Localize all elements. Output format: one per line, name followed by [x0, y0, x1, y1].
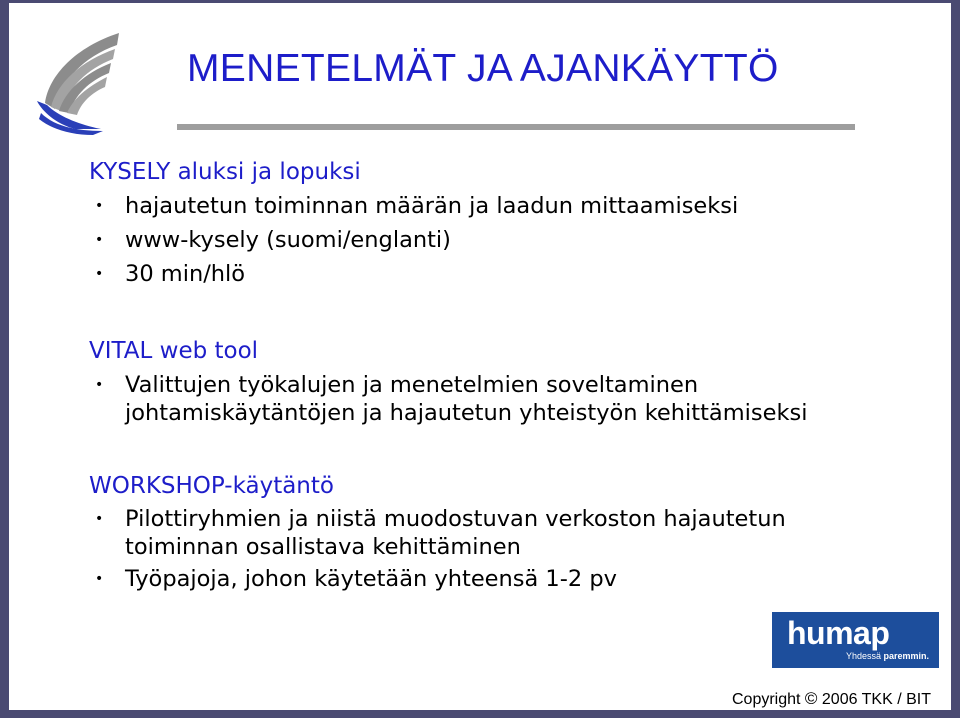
humap-logo	[772, 612, 939, 668]
bullet-list	[89, 192, 738, 288]
section-vital	[89, 338, 807, 427]
copyright-text: 2006 TKK / BIT	[821, 691, 931, 708]
bullet-text-line: toiminnan osallistava kehittäminen	[125, 534, 521, 560]
list-item	[89, 505, 786, 561]
section-heading: VITAL web tool	[89, 338, 259, 364]
humap-wordmark: humap	[787, 615, 890, 651]
section-heading: WORKSHOP-käytäntö	[89, 473, 334, 499]
list-item	[89, 260, 738, 288]
copyright-label: Copyright	[731, 691, 801, 708]
title-underline	[177, 124, 855, 130]
humap-slogan-bold: paremmin.	[883, 651, 929, 661]
bullet-icon: •	[95, 266, 104, 282]
humap-slogan-lead: Yhdessä	[845, 651, 881, 661]
bullet-icon: •	[95, 571, 104, 587]
bullet-text-line: johtamiskäytäntöjen ja hajautetun yhteistyön kehittämiseksi	[125, 400, 808, 426]
humap-slogan	[846, 651, 929, 661]
list-item	[89, 371, 807, 427]
bullet-text-line: Pilottiryhmien ja niistä muodostuvan verkoston hajautetun	[125, 506, 786, 532]
bullet-icon: •	[95, 377, 104, 393]
bullet-text: www-kysely (suomi/englanti)	[125, 227, 451, 253]
list-item	[89, 565, 786, 593]
copyright-footer	[732, 689, 931, 709]
list-item	[89, 226, 738, 254]
bullet-text: hajautetun toiminnan määrän ja laadun mittaamiseksi	[125, 193, 739, 219]
bullet-list	[89, 371, 807, 427]
section-heading: KYSELY aluksi ja lopuksi	[89, 159, 361, 185]
bullet-icon: •	[95, 511, 104, 527]
bullet-icon: •	[95, 232, 104, 248]
bullet-icon: •	[95, 198, 104, 214]
university-wing-logo-icon	[31, 25, 131, 135]
section-workshop	[89, 473, 786, 597]
copyright-icon: ©	[804, 689, 818, 708]
list-item	[89, 192, 738, 220]
section-kysely	[89, 159, 738, 294]
bullet-text: 30 min/hlö	[125, 261, 246, 287]
slide-title: MENETELMÄT JA AJANKÄYTTÖ	[187, 47, 779, 90]
bullet-text: Työpajoja, johon käytetään yhteensä 1-2 pv	[125, 566, 617, 592]
bullet-list	[89, 505, 786, 593]
bullet-text-line: Valittujen työkalujen ja menetelmien soveltaminen	[125, 372, 699, 398]
